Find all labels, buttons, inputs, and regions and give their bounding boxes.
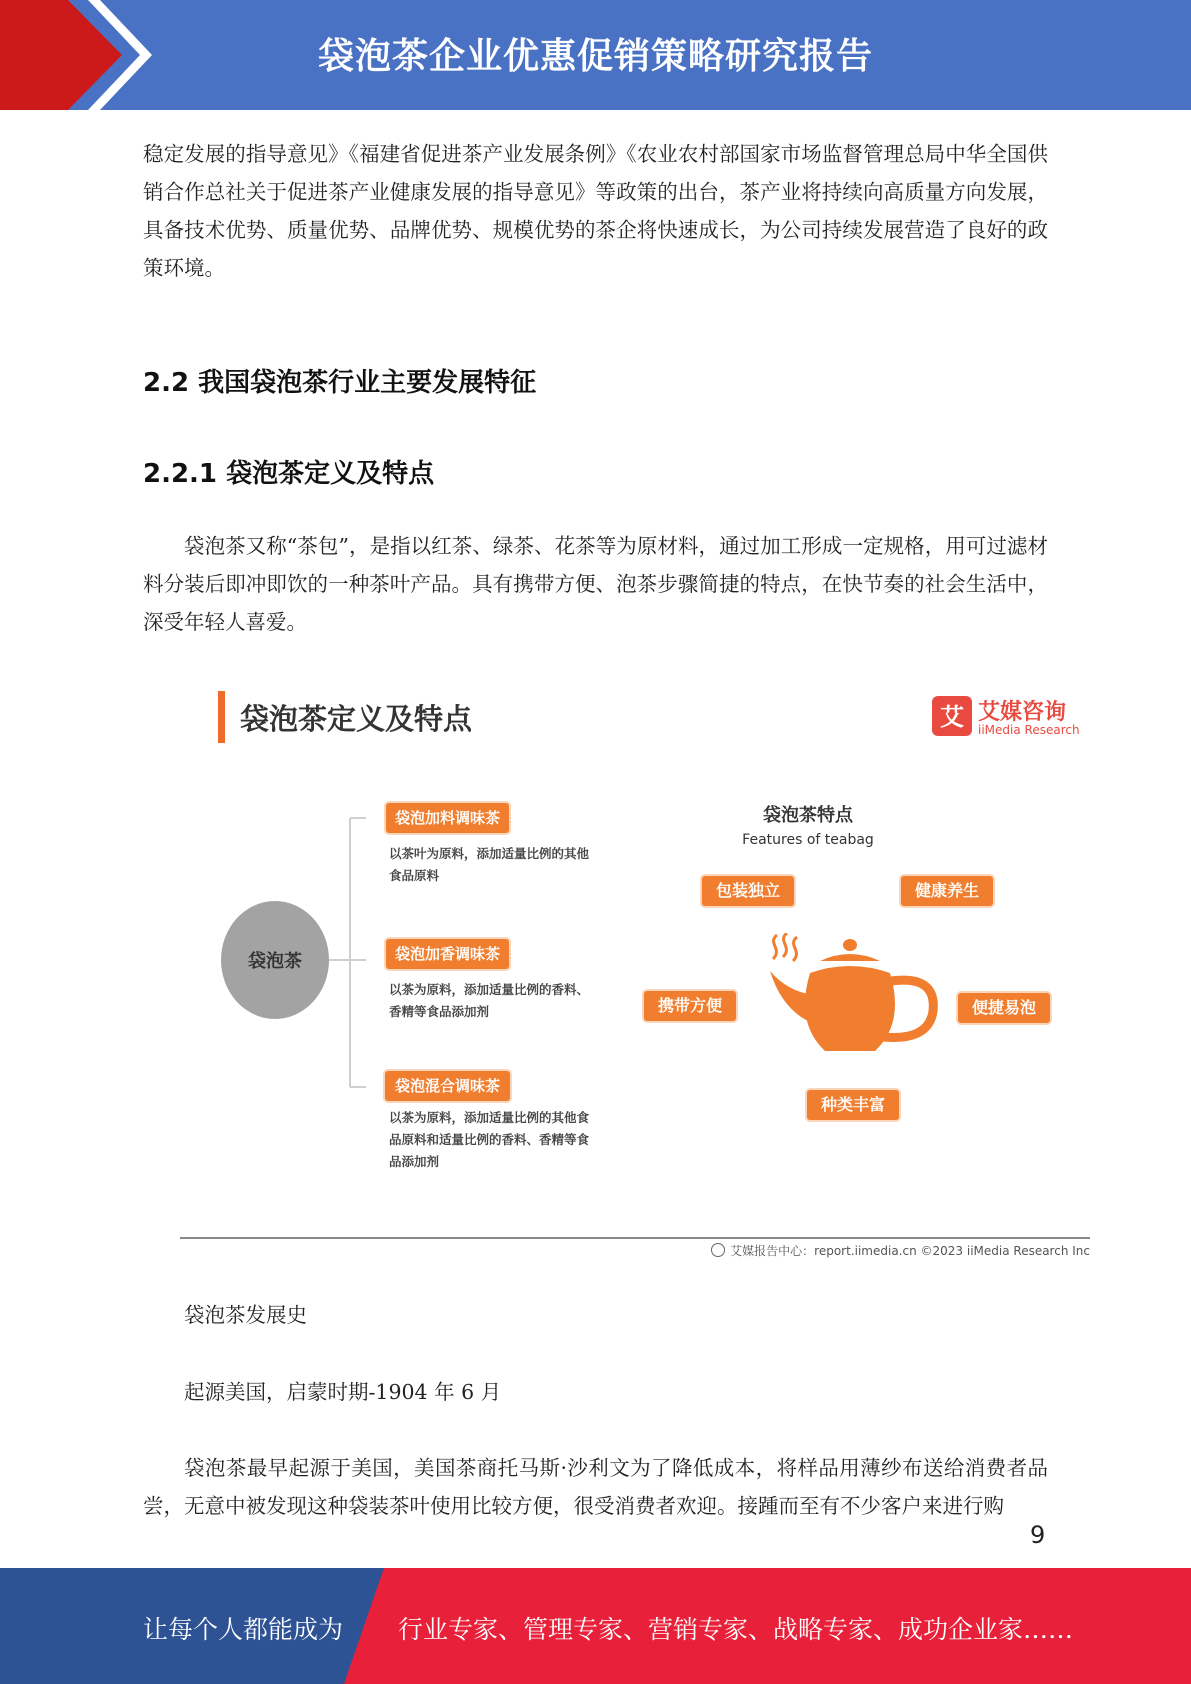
type-tag-mixed: 袋泡混合调味茶 [385, 1071, 510, 1101]
paragraph-definition: 袋泡茶又称“茶包”，是指以红茶、绿茶、花茶等为原材料，通过加工形成一定规格，用可过滤材料分装后即冲即饮的一种茶叶产品。具有携带方便、泡茶步骤简捷的特点，在快节奏的社会生活中，深受年轻人喜爱。 [143, 534, 1048, 634]
report-title: 袋泡茶企业优惠促销策略研究报告 [317, 36, 873, 77]
brand-name-en: iiMedia Research [978, 723, 1080, 737]
teapot-icon [765, 933, 945, 1063]
type-desc-scented: 以茶为原料，添加适量比例的香料、香精等食品添加剂 [389, 982, 590, 1019]
source-icon [711, 1243, 725, 1257]
feature-convenient: 便捷易泡 [958, 993, 1050, 1023]
feature-portable: 携带方便 [644, 991, 736, 1021]
svg-text:艾: 艾 [940, 703, 964, 731]
feature-packaging: 包装独立 [702, 876, 794, 906]
paragraph-history-title: 袋泡茶发展史 [184, 1303, 307, 1327]
subsection-heading: 2.2.1 袋泡茶定义及特点 [143, 459, 435, 489]
type-desc-mixed: 以茶为原料，添加适量比例的其他食品原料和适量比例的香料、香精等食品添加剂 [389, 1110, 590, 1169]
brand-name: 艾媒咨询 [978, 700, 1067, 725]
section-heading: 2.2 我国袋泡茶行业主要发展特征 [143, 368, 537, 398]
page-number: 9 [1030, 1521, 1046, 1549]
figure-source [711, 1242, 1090, 1259]
figure-title: 袋泡茶定义及特点 [240, 702, 473, 736]
page-header [0, 0, 1191, 110]
paragraph-history: 袋泡茶最早起源于美国，美国茶商托马斯·沙利文为了降低成本，将样品用薄纱布送给消费者品尝，无意中被发现这种袋装茶叶使用比较方便，很受消费者欢迎。接踵而至有不少客户来进行购 [143, 1456, 1048, 1518]
footer-slogan-left: 让每个人都能成为 [143, 1615, 344, 1644]
type-desc-flavored: 以茶叶为原料，添加适量比例的其他食品原料 [389, 846, 590, 883]
feature-variety: 种类丰富 [807, 1090, 899, 1120]
teabag-definition-figure [180, 675, 1100, 1260]
footer-slogan-right: 行业专家、管理专家、营销专家、战略专家、成功企业家…… [398, 1615, 1074, 1644]
page-footer [0, 1568, 1191, 1684]
paragraph-policy: 稳定发展的指导意见》《福建省促进茶产业发展条例》《农业农村部国家市场监督管理总局中华全国供销合作总社关于促进茶产业健康发展的指导意见》等政策的出台，茶产业将持续向高质量方向发展，具备技术优势、质量优势、品牌优势、规模优势的茶企将快速成长，为公司持续发展营造了良好的政策环境。 [143, 142, 1048, 280]
center-node: 袋泡茶 [221, 901, 329, 1019]
figure-divider [180, 1237, 1090, 1239]
features-title: 袋泡茶特点 [763, 805, 853, 826]
feature-health: 健康养生 [901, 876, 993, 906]
features-subtitle: Features of teabag [742, 832, 874, 848]
type-tag-scented: 袋泡加香调味茶 [386, 939, 509, 969]
figure-source-text: 艾媒报告中心：report.iimedia.cn ©2023 iiMedia Research Inc [730, 1244, 1090, 1258]
type-tag-flavored: 袋泡加料调味茶 [386, 803, 509, 833]
paragraph-origin: 起源美国，启蒙时期-1904 年 6 月 [184, 1380, 502, 1404]
